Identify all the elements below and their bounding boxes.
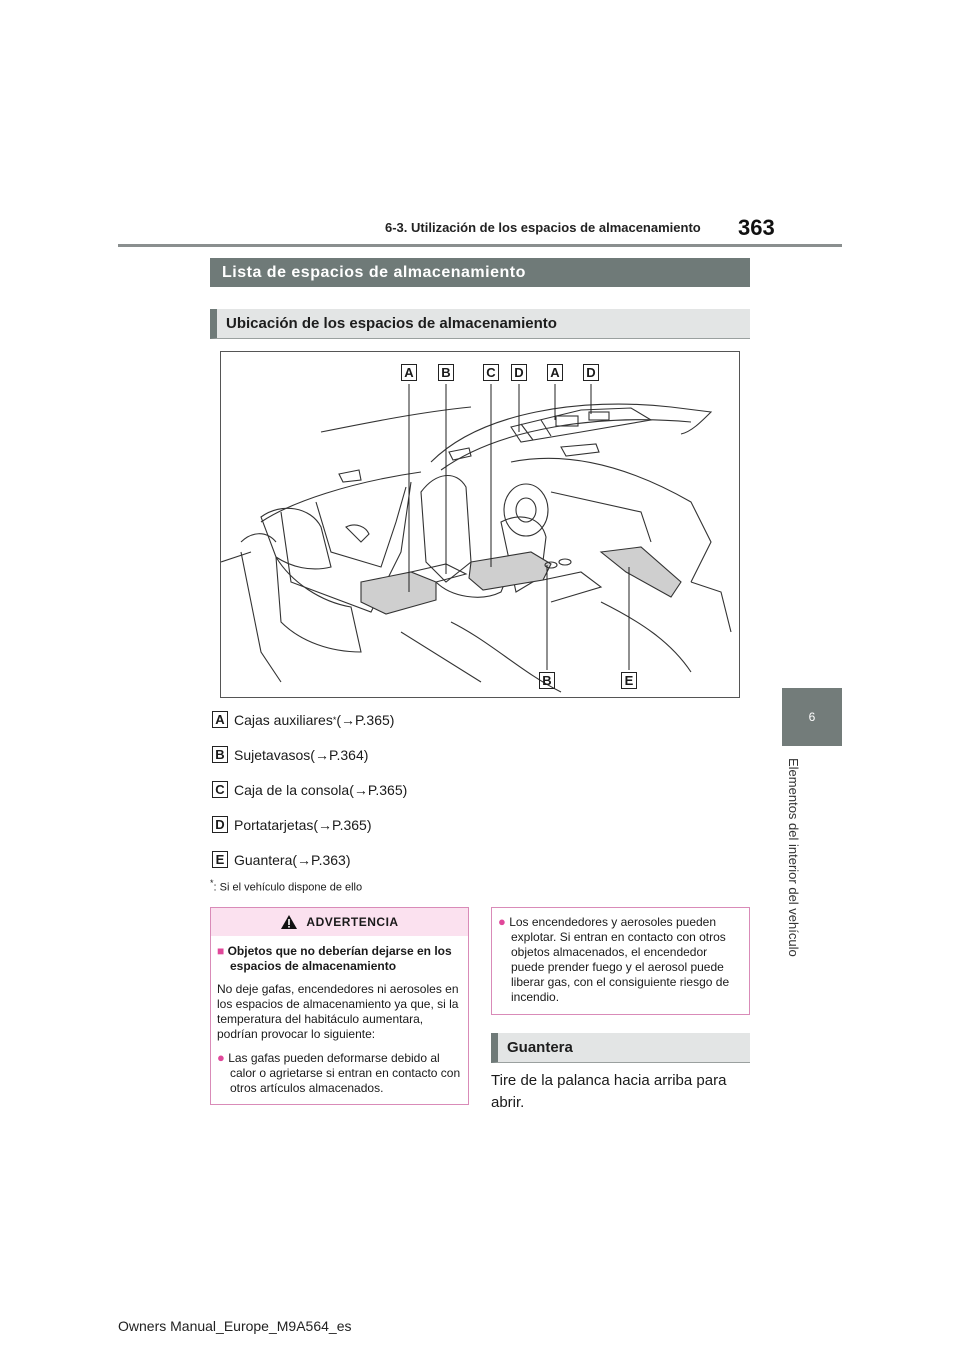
figure-label-c: C	[483, 364, 499, 381]
square-bullet-icon: ■	[217, 944, 225, 958]
chapter-number: 6	[808, 710, 816, 724]
warning-body	[211, 936, 468, 1112]
chapter-title: Elementos del interior del vehículo	[786, 758, 801, 957]
figure-label-a2: A	[547, 364, 563, 381]
warning-bullet	[498, 914, 743, 1005]
warning-bullet-text: Las gafas pueden deformarse debido al calor o agrietarse si entran en contacto con otros artículos almacenados.	[228, 1051, 461, 1095]
car-interior-illustration	[221, 352, 739, 697]
warning-heading-text: Objetos que no deberían dejarse en los espacios de almacenamiento	[227, 944, 452, 973]
list-item	[212, 781, 407, 798]
item-sup: *	[332, 714, 337, 725]
item-letter: D	[212, 816, 228, 833]
list-item	[212, 851, 350, 868]
interior-figure	[220, 351, 740, 698]
section-banner	[210, 258, 750, 287]
warning-triangle-icon	[280, 914, 298, 930]
item-letter: A	[212, 711, 228, 728]
subhead-glovebox-title: Guantera	[507, 1039, 573, 1056]
figure-label-b: B	[438, 364, 454, 381]
item-text: Caja de la consola	[234, 781, 350, 798]
header-rule	[118, 244, 842, 247]
dot-bullet-icon: ●	[498, 914, 506, 929]
item-ref[interactable]: (→P.365)	[313, 816, 372, 833]
subhead-location	[210, 309, 750, 339]
warning-box	[210, 907, 469, 1105]
section-header: 6-3. Utilización de los espacios de almacenamiento	[385, 220, 701, 235]
item-text: Sujetavasos	[234, 746, 311, 763]
warning-paragraph: No deje gafas, encendedores ni aerosoles en los espacios de almacenamiento ya que, si la temperatura del habitáculo aumentara, podrían provocar lo siguiente:	[217, 982, 459, 1041]
item-text: Guantera	[234, 851, 293, 868]
subhead-location-title: Ubicación de los espacios de almacenamiento	[226, 315, 557, 332]
list-item	[212, 746, 368, 763]
figure-label-d: D	[511, 364, 527, 381]
warning-box-continued	[491, 907, 750, 1015]
item-ref[interactable]: (→P.363)	[292, 851, 351, 868]
figure-label-d2: D	[583, 364, 599, 381]
footnote	[210, 878, 362, 894]
warning-heading	[217, 944, 462, 974]
dot-bullet-icon: ●	[217, 1050, 225, 1065]
figure-label-b2: B	[539, 672, 555, 689]
warning-body-continued	[492, 908, 749, 1013]
footnote-mark: *	[210, 878, 214, 888]
item-letter: B	[212, 746, 228, 763]
item-ref[interactable]: (→P.365)	[336, 711, 395, 728]
banner-title: Lista de espacios de almacenamiento	[222, 263, 526, 281]
list-item	[212, 816, 371, 833]
list-item	[212, 711, 394, 728]
warning-title: ADVERTENCIA	[306, 915, 399, 929]
item-letter: C	[212, 781, 228, 798]
chapter-tab	[782, 688, 842, 746]
warning-bullet	[217, 1050, 462, 1096]
warning-header	[211, 908, 468, 936]
page-number: 363	[738, 215, 775, 240]
item-ref[interactable]: (→P.365)	[349, 781, 408, 798]
footer-text: Owners Manual_Europe_M9A564_es	[118, 1318, 352, 1334]
item-text: Cajas auxiliares	[234, 711, 333, 728]
figure-label-a: A	[401, 364, 417, 381]
warning-bullet-text: Los encendedores y aerosoles pueden explotar. Si entran en contacto con otros objetos almacenados, el encendedor puede prender fuego y el aerosol puede liberar gas, con el consiguiente riesgo de incendio.	[509, 915, 730, 1004]
item-text: Portatarjetas	[234, 816, 314, 833]
item-letter: E	[212, 851, 228, 868]
figure-label-e: E	[621, 672, 637, 689]
footnote-text: : Si el vehículo dispone de ello	[213, 881, 363, 894]
subhead-glovebox	[491, 1033, 750, 1063]
item-ref[interactable]: (→P.364)	[310, 746, 369, 763]
glovebox-instructions: Tire de la palanca hacia arriba para abrir.	[491, 1072, 727, 1111]
